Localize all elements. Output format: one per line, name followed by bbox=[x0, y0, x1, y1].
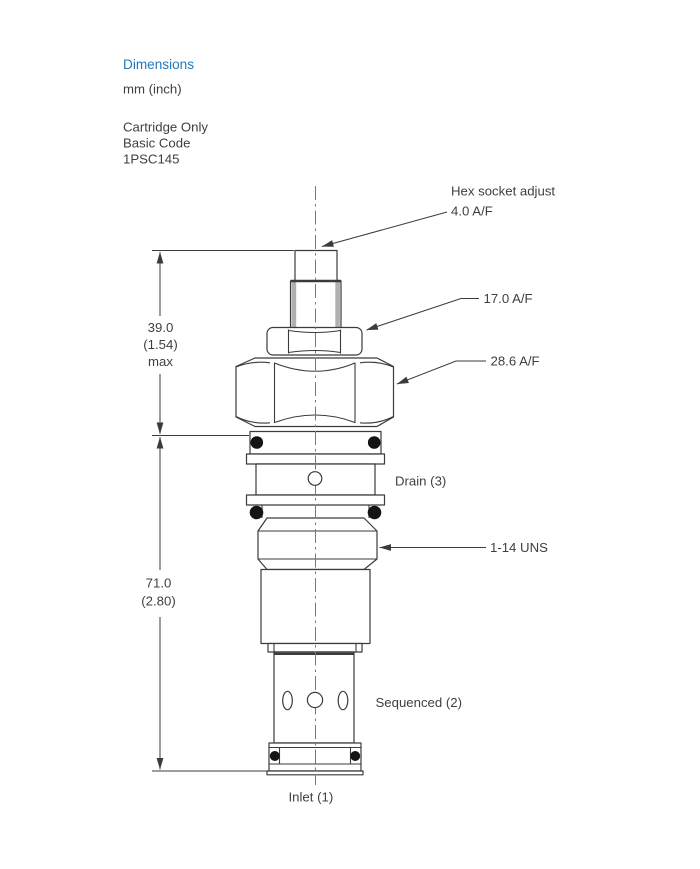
product-line2: Basic Code bbox=[123, 135, 191, 151]
o-ring-nose-right bbox=[350, 751, 360, 761]
callout-port-sequenced: Sequenced (2) bbox=[375, 695, 463, 710]
leader-hex-socket bbox=[322, 212, 447, 247]
stem-shading-left bbox=[292, 282, 297, 328]
units-note: mm (inch) bbox=[123, 81, 182, 97]
hex-body-286af bbox=[236, 358, 394, 427]
o-ring-upper-left bbox=[250, 436, 263, 449]
dim-71-mm: 71.0 bbox=[145, 575, 172, 591]
dim-39-max: max bbox=[148, 354, 173, 369]
o-ring-mid-right bbox=[368, 506, 382, 520]
o-ring-mid-left bbox=[250, 506, 264, 520]
callout-17af: 17.0 A/F bbox=[483, 291, 533, 306]
callout-port-drain: Drain (3) bbox=[395, 473, 447, 489]
drain-hole bbox=[308, 472, 322, 486]
product-code: 1PSC145 bbox=[123, 151, 180, 167]
product-line1: Cartridge Only bbox=[123, 119, 209, 135]
leader-17af bbox=[367, 299, 480, 331]
callout-port-inlet: Inlet (1) bbox=[288, 789, 334, 805]
dim-39-mm: 39.0 bbox=[147, 320, 174, 335]
dimension-71 bbox=[141, 436, 268, 772]
dim-71-inch: (2.80) bbox=[141, 593, 176, 609]
callout-hex-socket-line1: Hex socket adjust bbox=[451, 183, 556, 199]
callout-thread: 1-14 UNS bbox=[490, 540, 548, 555]
stem-shading-right bbox=[335, 282, 340, 328]
body-step bbox=[268, 644, 362, 653]
dim-39-inch: (1.54) bbox=[143, 337, 178, 352]
o-ring-nose-left bbox=[270, 751, 280, 761]
o-ring-upper-right bbox=[368, 436, 381, 449]
section-title: Dimensions bbox=[123, 57, 195, 72]
header-text-block bbox=[123, 57, 208, 167]
leader-286af bbox=[397, 361, 486, 384]
callout-hex-socket-line2: 4.0 A/F bbox=[451, 203, 493, 219]
callout-286af: 28.6 A/F bbox=[490, 353, 540, 369]
thread-section bbox=[258, 518, 377, 570]
